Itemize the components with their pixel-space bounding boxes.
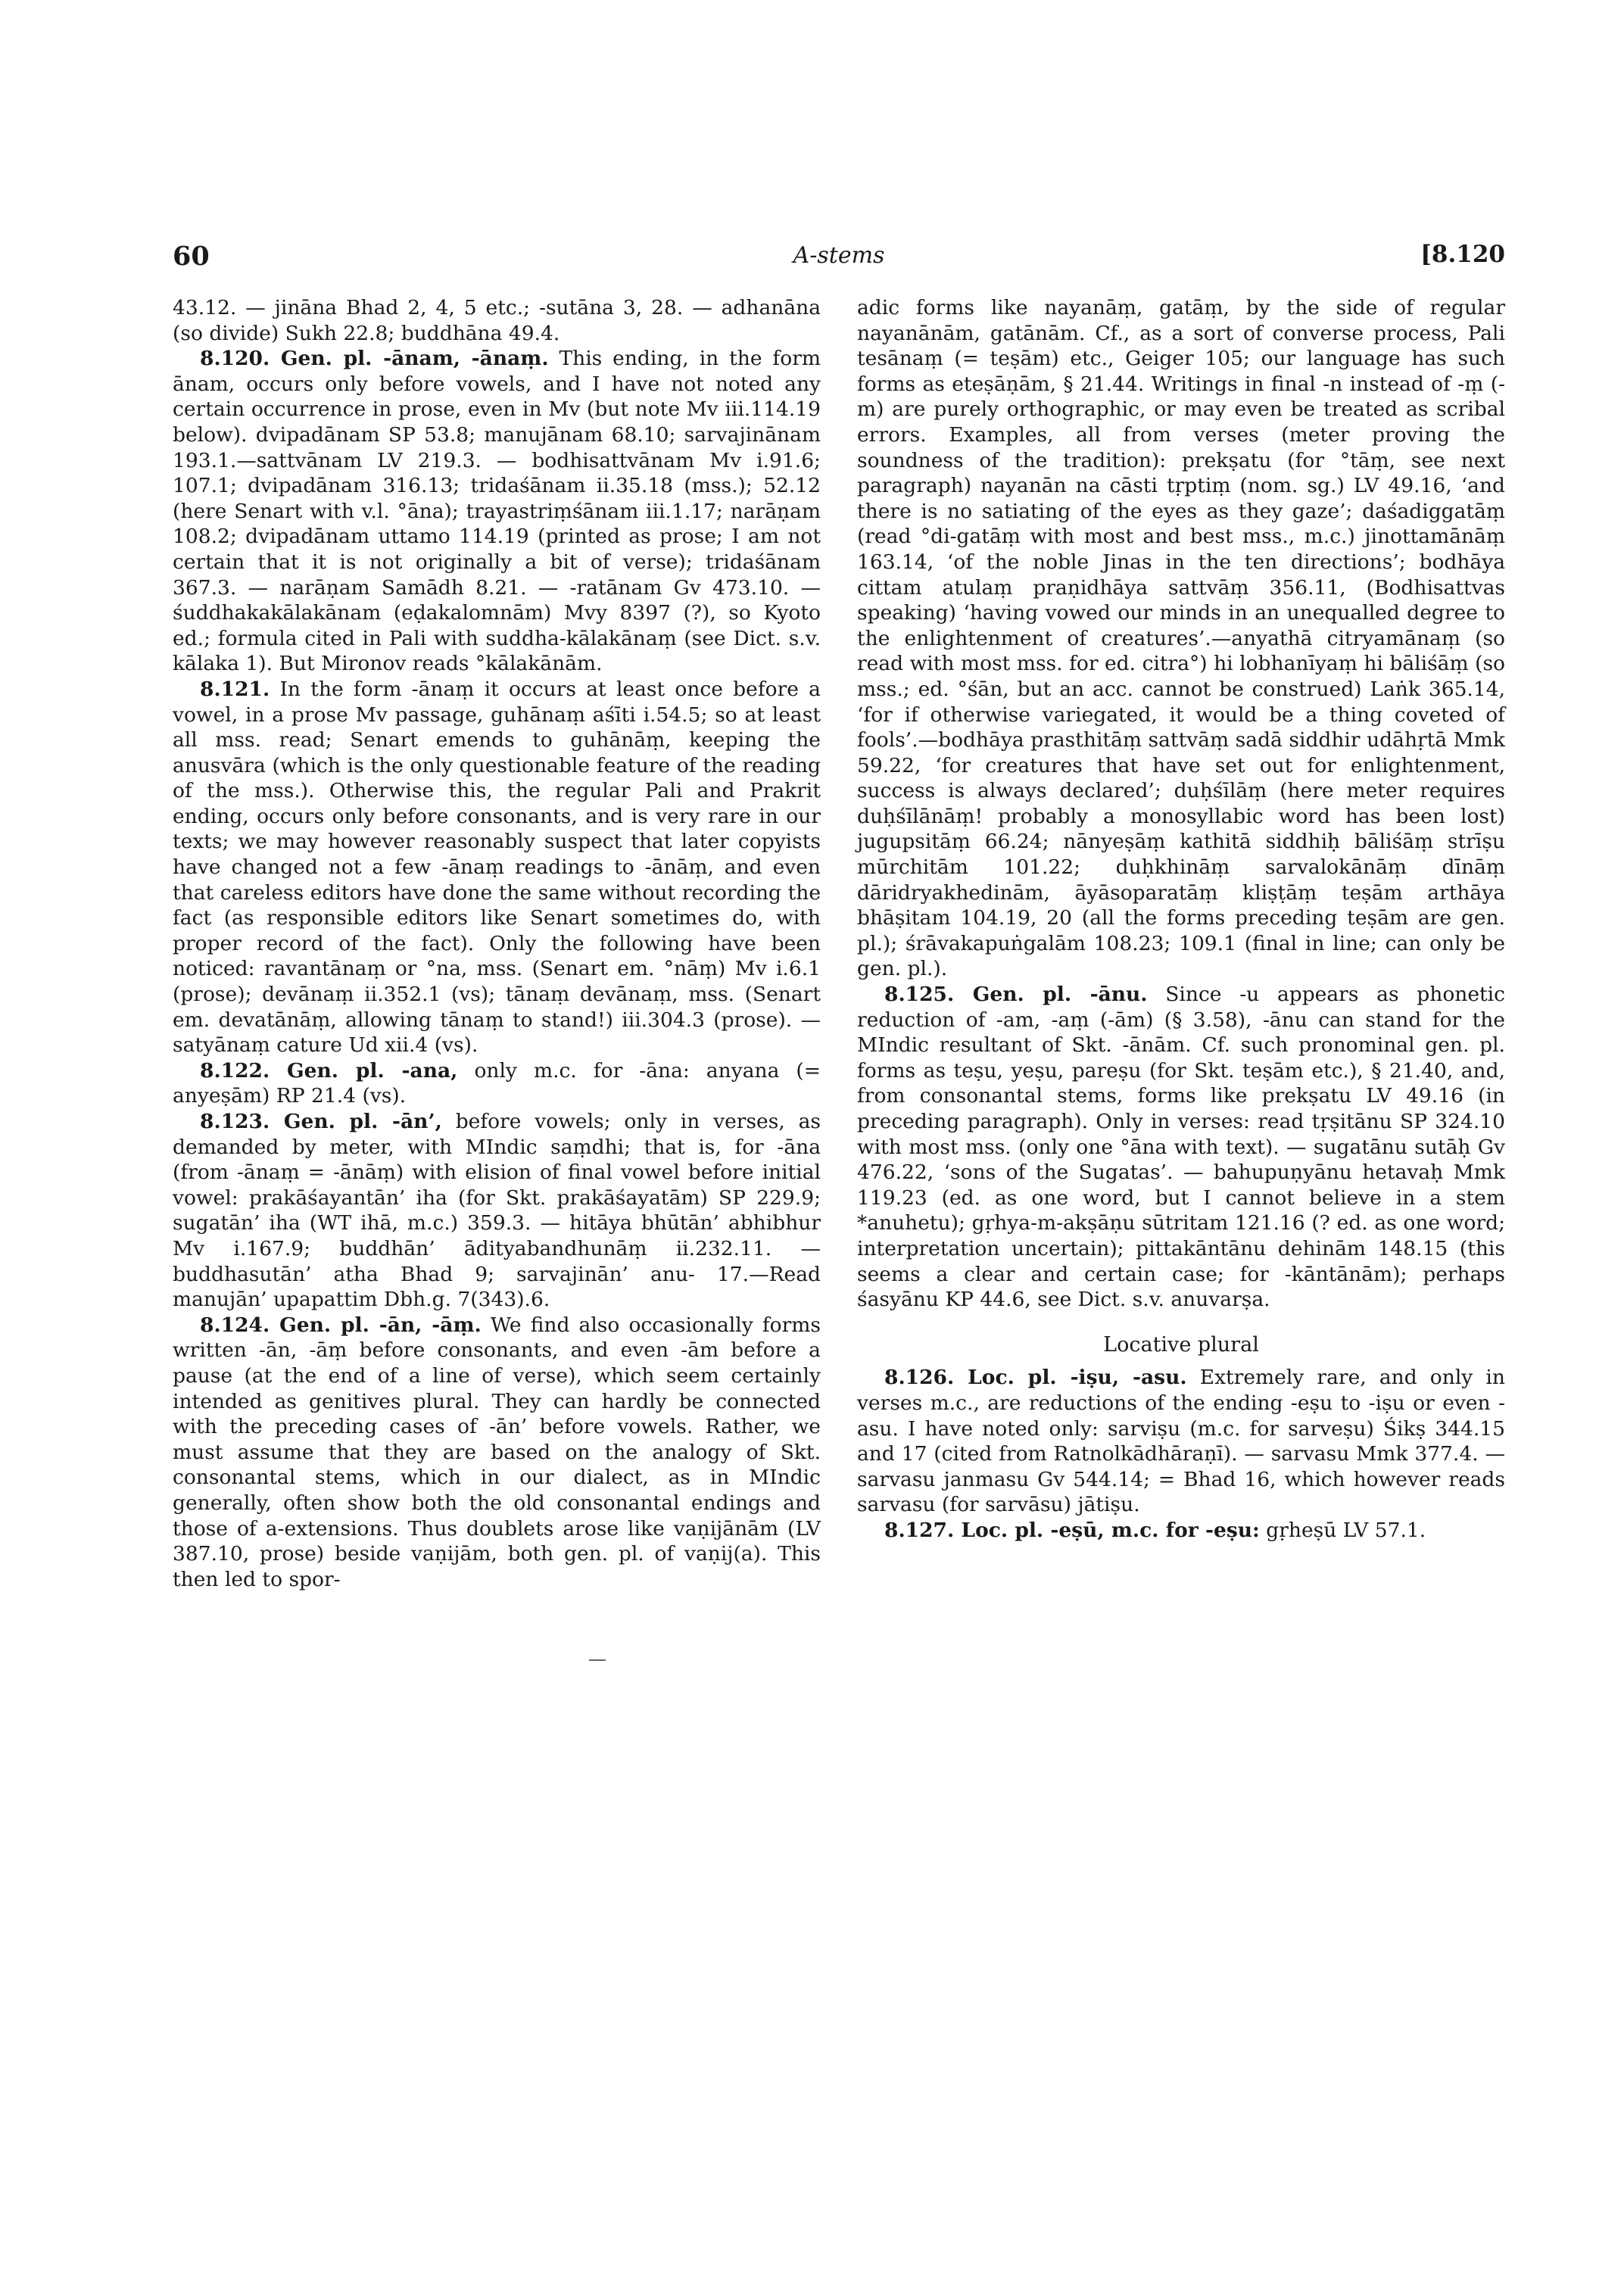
paragraph — [857, 1365, 1505, 1518]
section-heading: 8.125. Gen. pl. -ānu. — [884, 983, 1148, 1007]
right-column — [857, 295, 1505, 1544]
paragraph-text: In the form -ānaṃ it occurs at least once before a vowel, in a prose Mv passage, guhānaṃ aśīti i.54.5; so at least all mss. read; Senart emends to guhānāṃ, keeping the anusvāra (which is the only questionable feature of the reading of the mss.). Otherwise this, the regular Pali and Prakrit ending, occurs only before consonants, and is very rare in our texts; we may however reasonably suspect that later copyists have changed not a few -ānaṃ readings to -ānāṃ, and even that careless editors have done the same without recording the fact (as responsible editors like Senart sometimes do, with proper record of the fact). Only the following have been noticed: ravantānaṃ or °na, mss. (Senart em. °nāṃ) Mv i.6.1 (prose); devānaṃ ii.352.1 (vs); tānaṃ devānaṃ, mss. (Senart em. devatānāṃ, allowing tānaṃ to stand!) iii.304.3 (prose). — satyānaṃ cature Ud xii.4 (vs). — [173, 677, 821, 1058]
paragraph — [857, 1518, 1505, 1544]
paragraph-text: We find also occasionally forms written -ān, -āṃ before consonants, and even -ām before a pause (at the end of a line of verse), which seem certainly intended as genitives plural. They can hardly be connected with the preceding cases of -ān’ before vowels. Rather, we must assume that they are based on the analogy of Skt. consonantal stems, which in our dialect, as in MIndic generally, often show both the old consonantal endings and those of a-extensions. Thus doublets arose like vaṇijānām (LV 387.10, prose) beside vaṇijām, both gen. pl. of vaṇij(a). This then led to spor- — [173, 1313, 821, 1591]
running-title: A-stems — [793, 242, 885, 269]
paragraph — [857, 295, 1505, 982]
subheading: Locative plural — [1103, 1332, 1259, 1357]
paragraph — [857, 982, 1505, 1313]
section-heading: 8.124. Gen. pl. -ān, -āṃ. — [200, 1313, 482, 1337]
paragraph-text: Extremely rare, and only in verses m.c., are reductions of the ending -eṣu to -iṣu or even -asu. I have noted only: sarviṣu (m.c. for sarveṣu) Śikṣ 344.15 and 17 (cited from Ratnolkādhāraṇī). — sarvasu Mmk 377.4. — sarvasu janmasu Gv 544.14; = Bhad 16, which however reads sarvasu (for sarvāsu) jātiṣu. — [857, 1366, 1505, 1517]
paragraph — [173, 295, 821, 346]
paragraph-text: only m.c. for -āna: anyana (= anyeṣām) RP 21.4 (vs). — [173, 1058, 821, 1108]
paragraph — [173, 677, 821, 1058]
paragraph-text: gṛheṣū LV 57.1. — [1266, 1518, 1426, 1542]
paragraph-text: before vowels; only in verses, as demanded by meter, with MIndic saṃdhi; that is, for -āna (from -ānaṃ = -ānāṃ) with elision of final vowel before initial vowel: prakāśayantān’ iha (for Skt. prakāśayatām) SP 229.9; sugatān’ iha (WT ihā, m.c.) 359.3. — hitāya bhūtān’ abhibhur Mv i.167.9; buddhān’ ādityabandhunāṃ ii.232.11. — buddhasutān’ atha Bhad 9; sarvajinān’ anu- 17.—Read manujān’ upapattim Dbh.g. 7(343).6. — [173, 1110, 821, 1312]
section-heading: 8.122. Gen. pl. -ana, — [200, 1058, 458, 1083]
section-heading: 8.120. Gen. pl. -ānam, -ānaṃ. — [200, 347, 549, 371]
paragraph-text: 43.12. — jināna Bhad 2, 4, 5 etc.; -sutāna 3, 28. — adhanāna (so divide) Sukh 22.8; buddhāna 49.4. — [173, 296, 821, 345]
paragraph — [173, 1058, 821, 1109]
section-heading: 8.126. Loc. pl. -iṣu, -asu. — [884, 1366, 1187, 1390]
paragraph-text: This ending, in the form ānam, occurs only before vowels, and I have not noted any certain occurrence in prose, even in Mv (but note Mv iii.114.19 below). dvipadānam SP 53.8; manujānam 68.10; sarvajinānam 193.1.—sattvānam LV 219.3. — bodhisattvānam Mv i.91.6; 107.1; dvipadānam 316.13; tridaśānam ii.35.18 (mss.); 52.12 (here Senart with v.l. °āna); trayastriṃśānam iii.1.17; narāṇam 108.2; dvipadānam uttamo 114.19 (printed as prose; I am not certain that it is not originally a bit of verse); tridaśānam 367.3. — narāṇam Samādh 8.21. — -ratānam Gv 473.10. — śuddhakakālakānam (eḍakalomnām) Mvy 8397 (?), so Kyoto ed.; formula cited in Pali with suddha-kālakānaṃ (see Dict. s.v. kālaka 1). But Mironov reads °kālakānām. — [173, 347, 821, 676]
running-header — [173, 241, 1505, 271]
section-heading: 8.123. Gen. pl. -ān’, — [200, 1110, 442, 1133]
left-column — [173, 295, 821, 1592]
paragraph — [173, 346, 821, 677]
stray-mark — [589, 1659, 606, 1661]
paragraph-text: adic forms like nayanāṃ, gatāṃ, by the side of regular nayanānām, gatānām. Cf., as a sort of converse process, Pali tesānaṃ (= teṣām) etc., Geiger 105; our language has such forms as eteṣāṇām, § 21.44. Writings in final -n instead of -ṃ (-m) are purely orthographic, or may even be treated as scribal errors. Examples, all from verses (meter proving the soundness of the tradition): prekṣatu (for °tāṃ, see next paragraph) nayanān na cāsti tṛptiṃ (nom. sg.) LV 49.16, ‘and there is no satiating of the eyes as they gaze’; daśadiggatāṃ (read °di-gatāṃ with most and best mss., m.c.) jinottamānāṃ 163.14, ‘of the noble Jinas in the ten directions’; bodhāya cittam atulaṃ praṇidhāya sattvāṃ 356.11, (Bodhisattvas speaking) ‘having vowed our minds in an unequalled degree to the enlightenment of creatures’.—anyathā citryamānaṃ (so read with most mss. for ed. citra°) hi lobhanīyaṃ hi bāliśāṃ (so mss.; ed. °śān, but an acc. cannot be construed) Laṅk 365.14, ‘for if otherwise variegated, it would be a thing coveted of fools’.—bodhāya prasthitāṃ sattvāṃ sadā siddhir udāhṛtā Mmk 59.22, ‘for creatures that have set out for enlightenment, success is always declared’; duḥśīlāṃ (here meter requires duḥśīlānāṃ! probably a monosyllabic word has been lost) jugupsitāṃ 66.24; nānyeṣāṃ kathitā siddhiḥ bāliśāṃ strīṣu mūrchitām 101.22; duḥkhināṃ sarvalokānāṃ dīnāṃ dāridryakhedinām, āyāsoparatāṃ kliṣṭāṃ teṣām arthāya bhāṣitam 104.19, 20 (all the forms preceding teṣām are gen. pl.); śrāvakapuṅgalām 108.23; 109.1 (final in line; can only be gen. pl.). — [857, 296, 1505, 981]
section-reference: [8.120 — [1420, 241, 1505, 268]
paragraph — [173, 1313, 821, 1593]
page-number: 60 — [173, 241, 210, 272]
section-heading: 8.127. Loc. pl. -eṣū, m.c. for -eṣu: — [884, 1518, 1260, 1542]
section-heading: 8.121. — [200, 677, 270, 701]
paragraph — [173, 1109, 821, 1313]
paragraph-text: Since -u appears as phonetic reduction of -am, -aṃ (-ām) (§ 3.58), -ānu can stand for the MIndic resultant of Skt. -ānām. Cf. such pronominal gen. pl. forms as teṣu, yeṣu, pareṣu (for Skt. teṣām etc.), § 21.40, and, from consonantal stems, forms like prekṣatu LV 49.16 (in preceding paragraph). Only in verses: read tṛṣitānu SP 324.10 with most mss. (only one °āna with text). — sugatānu sutāḥ Gv 476.22, ‘sons of the Sugatas’. — bahupuṇyānu hetavaḥ Mmk 119.23 (ed. as one word, but I cannot believe in a stem *anuhetu); gṛhya-m-akṣāṇu sūtritam 121.16 (? ed. as one word; interpretation uncertain); pittakāntānu dehinām 148.15 (this seems a clear and certain case; for -kāntānām); perhaps śasyānu KP 44.6, see Dict. s.v. anuvarṣa. — [857, 983, 1505, 1312]
